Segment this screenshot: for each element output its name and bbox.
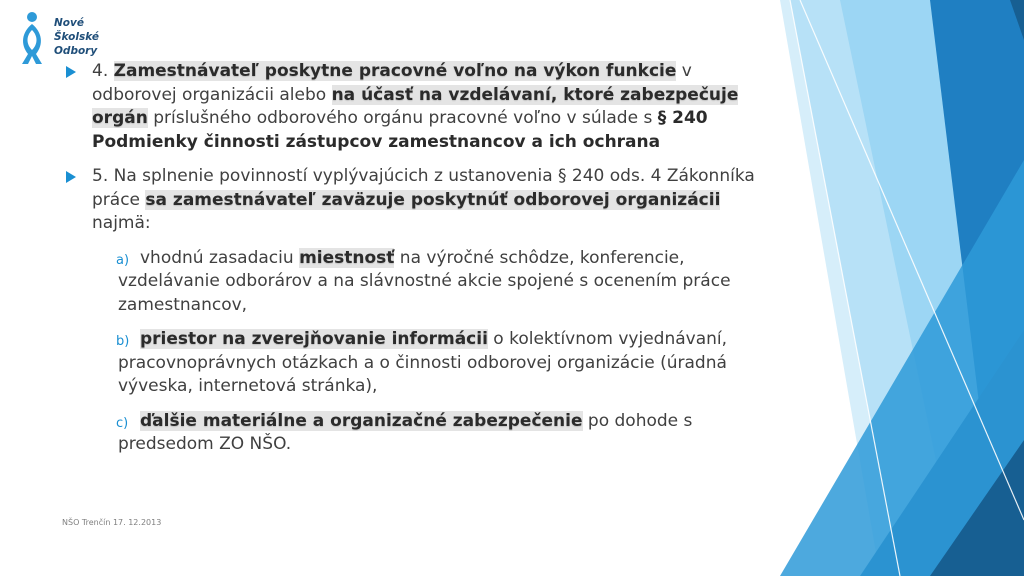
highlight-text: miestnosť <box>299 247 395 268</box>
footer-text: NŠO Trenčín 17. 12.2013 <box>62 518 162 527</box>
bullet-item-5 <box>66 165 766 236</box>
sub-marker: b) <box>116 334 130 349</box>
body-text: 5. Na splnenie povinností vyplývajúcich z ustanovenia § 240 ods. 4 Zákonníka práce <box>92 166 755 210</box>
body-text: o kolektívnom vyjednávaní, pracovnoprávnych otázkach a o činnosti odborovej organizácie (úradná výveska, internetová stránka), <box>118 329 728 396</box>
highlight-text: Zamestnávateľ poskytne pracovné voľno na výkon funkcie <box>113 61 677 81</box>
sub-item-b <box>66 328 766 399</box>
logo-text: Nové Školské Odbory <box>54 17 99 57</box>
bold-text: § 240 Podmienky činnosti zástupcov zamestnancov a ich ochrana <box>92 108 708 152</box>
body-text: po dohode s predsedom ZO NŠO. <box>118 410 693 454</box>
highlight-text: priestor na zverejňovanie informácii <box>140 329 488 349</box>
triangle-bullet-icon <box>66 171 76 183</box>
ribbon-logo-icon <box>8 10 52 66</box>
slide-content <box>66 60 766 468</box>
body-text: najmä: <box>92 213 151 233</box>
body-text: v odborovej organizácii alebo <box>92 61 692 105</box>
highlight-text: ďalšie materiálne a organizačné zabezpečenie <box>140 410 583 431</box>
item-number: 4. <box>92 61 109 81</box>
sub-item-c <box>66 410 766 457</box>
logo <box>8 10 98 66</box>
sub-item-a <box>66 247 766 318</box>
body-text: príslušného odborového orgánu pracovné voľno v súlade s <box>147 108 658 128</box>
body-text: na výročné schôdze, konferencie, vzdelávanie odborárov a na slávnostné akcie spojené s ocenením práce zamestnancov, <box>118 247 731 315</box>
bullet-item-4 <box>66 60 766 154</box>
highlight-text: sa zamestnávateľ zaväzuje poskytnúť odborovej organizácii <box>145 189 721 210</box>
body-text: vhodnú zasadaciu <box>140 247 300 268</box>
highlight-text: na účasť na vzdelávaní, ktoré zabezpečuje orgán <box>92 84 739 128</box>
sub-marker: c) <box>116 415 129 431</box>
sub-marker: a) <box>116 252 130 268</box>
triangle-bullet-icon <box>66 66 76 78</box>
